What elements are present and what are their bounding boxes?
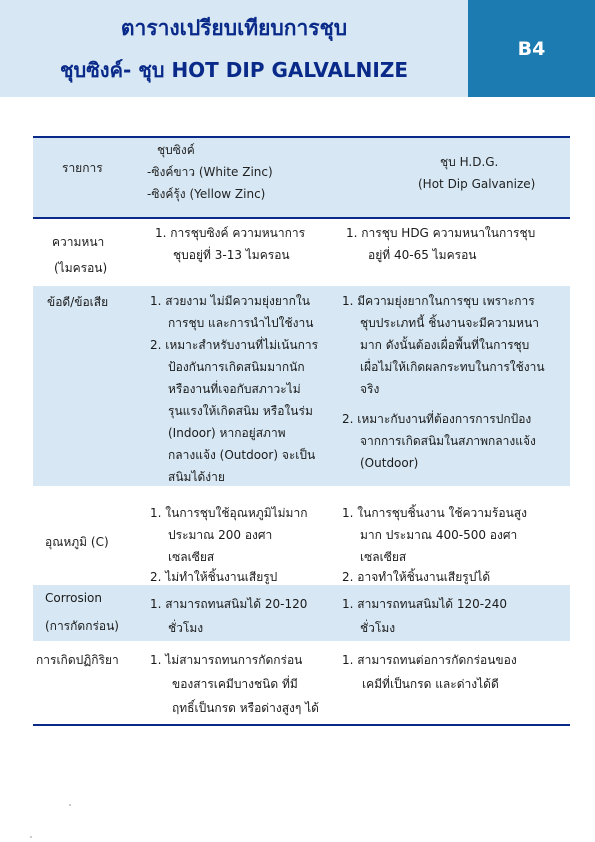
- row-pros-cons-hdg: มาก ดังนั้นต้องเผื่อพื้นที่ในการชุบ: [360, 338, 530, 352]
- row-pros-cons-zinc: การชุบ และการนำไปใช้งาน: [168, 316, 314, 330]
- row-pros-cons-hdg: 2. เหมาะกับงานที่ต้องการการปกป้อง: [342, 412, 532, 426]
- row-corrosion-label: Corrosion: [45, 591, 102, 605]
- row-thickness-zinc: 1. การชุบซิงค์ ความหนาการ: [155, 226, 306, 240]
- row-pros-cons-zinc: กลางแจ้ง (Outdoor) จะเป็น: [168, 448, 316, 462]
- page-subtitle: ชุบซิงค์- ชุบ HOT DIP GALVALNIZE: [59, 58, 409, 82]
- header-zinc-white: -ซิงค์ขาว (White Zinc): [147, 165, 273, 179]
- row-thickness-label: ความหนา: [52, 235, 105, 249]
- row-pros-cons-hdg: ชุบประเภทนี้ ชิ้นงานจะมีความหนา: [360, 316, 540, 330]
- row-pros-cons-hdg: เผื่อไม่ให้เกิดผลกระทบในการใช้งาน: [360, 360, 545, 374]
- row-temperature-zinc: เซลเซียส: [168, 550, 215, 564]
- row-pros-cons-zinc: 2. เหมาะสำหรับงานที่ไม่เน้นการ: [150, 338, 319, 352]
- row-temperature-zinc: ประมาณ 200 องศา: [168, 528, 273, 542]
- row-temperature-zinc: 2. ไม่ทำให้ชิ้นงานเสียรูป: [150, 570, 278, 584]
- page-title: ตารางเปรียบเทียบการชุบ: [120, 16, 348, 40]
- row-corrosion-hdg: ชั่วโมง: [360, 621, 396, 635]
- row-thickness-hdg: 1. การชุบ HDG ความหนาในการชุบ: [346, 226, 536, 240]
- row-temperature-hdg: 2. อาจทำให้ชิ้นงานเสียรูปได้: [342, 570, 491, 584]
- row-pros-cons-zinc: 1. สวยงาม ไม่มีความยุ่งยากใน: [150, 294, 310, 308]
- table-header-rule: [33, 217, 570, 219]
- row-reaction-zinc: ฤทธิ์เป็นกรด หรือด่างสูงๆ ได้: [172, 701, 319, 715]
- row-temperature-hdg: เซลเซียส: [360, 550, 407, 564]
- row-pros-cons-label: ข้อดี/ข้อเสีย: [47, 295, 109, 309]
- row-reaction-hdg: 1. สามารถทนต่อการกัดกร่อนของ: [342, 653, 517, 667]
- row-pros-cons-zinc: รุนแรงให้เกิดสนิม หรือในร่ม: [168, 404, 313, 418]
- page-badge: B4: [468, 0, 595, 97]
- row-temperature-zinc: 1. ในการชุบใช้อุณหภูมิไม่มาก: [150, 506, 308, 520]
- row-reaction-label: การเกิดปฏิกิริยา: [36, 653, 119, 667]
- row-temperature-hdg: มาก ประมาณ 400-500 องศา: [360, 528, 518, 542]
- row-pros-cons-hdg: จริง: [360, 382, 380, 396]
- row-pros-cons-hdg: จากการเกิดสนิมในสภาพกลางแจ้ง: [360, 434, 536, 448]
- row-thickness-hdg: อยู่ที่ 40-65 ไมครอน: [368, 248, 477, 262]
- row-temperature-label: อุณหภูมิ (C): [45, 535, 109, 549]
- row-pros-cons-zinc: (Indoor) หากอยู่สภาพ: [168, 426, 286, 440]
- row-corrosion-hdg: 1. สามารถทนสนิมได้ 120-240: [342, 597, 508, 611]
- scan-speck: [69, 804, 71, 806]
- table-bottom-rule: [33, 724, 570, 726]
- row-corrosion-zinc: 1. สามารถทนสนิมได้ 20-120: [150, 597, 308, 611]
- header-zinc-title: ชุบซิงค์: [157, 143, 195, 157]
- row-reaction-zinc: ของสารเคมีบางชนิด ที่มี: [172, 677, 298, 691]
- title-banner: [0, 0, 468, 97]
- row-reaction-zinc: 1. ไม่สามารถทนการกัดกร่อน: [150, 653, 303, 667]
- row-pros-cons-hdg: 1. มีความยุ่งยากในการชุบ เพราะการ: [342, 294, 535, 308]
- row-thickness-unit: (ไมครอน): [54, 261, 108, 275]
- header-zinc-yellow: -ซิงค์รุ้ง (Yellow Zinc): [147, 187, 266, 201]
- row-corrosion-zinc: ชั่วโมง: [168, 621, 204, 635]
- header-hdg-subtitle: (Hot Dip Galvanize): [418, 177, 536, 191]
- row-temperature-hdg: 1. ในการชุบชิ้นงาน ใช้ความร้อนสูง: [342, 506, 527, 520]
- row-pros-cons-zinc: ป้องกันการเกิดสนิมมากนัก: [168, 360, 305, 374]
- row-corrosion-sublabel: (การกัดกร่อน): [45, 619, 119, 633]
- header-hdg-title: ชุบ H.D.G.: [440, 155, 499, 169]
- row-pros-cons-zinc: หรืองานที่เจอกับสภาวะไม่: [168, 382, 301, 396]
- row-pros-cons-hdg: (Outdoor): [360, 456, 419, 470]
- row-reaction-hdg: เคมีที่เป็นกรด และด่างได้ดี: [362, 677, 499, 691]
- row-pros-cons-zinc: สนิมได้ง่าย: [168, 470, 225, 484]
- table-top-rule: [33, 136, 570, 138]
- scan-speck: [30, 836, 32, 838]
- header-item-label: รายการ: [62, 161, 103, 175]
- row-thickness-zinc: ชุบอยู่ที่ 3-13 ไมครอน: [173, 248, 290, 262]
